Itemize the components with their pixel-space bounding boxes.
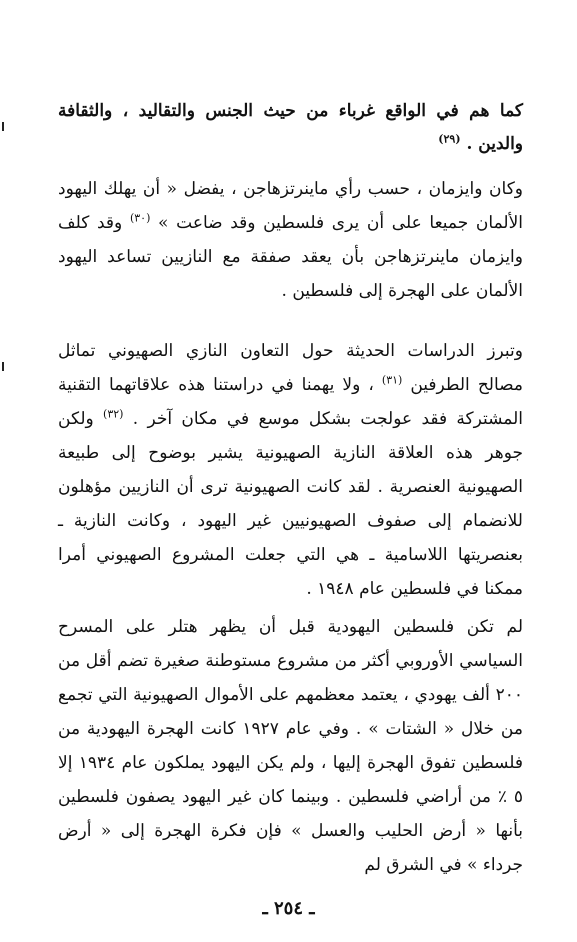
footnote-marker: (٢٩) [438,132,461,146]
scan-edge-mark [2,122,4,131]
footnote-marker: (٣٠) [129,211,151,225]
paragraph-text-after: وقد كلف وايزمان ماينرتزهاجن بأن يعقد صفقة مع النازيين تساعد اليهود الألمان على الهجرة إلى فلسطين . [58,213,523,301]
paragraph-jewish-palestine [58,610,523,882]
paragraph-continuation [58,95,523,161]
paragraph-weizmann [58,172,523,308]
paragraph-text: وكان وايزمان ، حسب رأي ماينرتزهاجن ، يفضل « أن يهلك اليهود الألمان جميعا على أن يرى فلسطين وقد ضاعت » [58,179,523,233]
paragraph-text-after: ولكن جوهر هذه العلاقة النازية الصهيونية يشير بوضوح إلى طبيعة الصهيونية العنصرية . لقد كانت الصهيونية ترى أن النازيين مؤهلون للانضمام إلى صفوف الصهيونيين غير اليهود ، وكانت النازية ـ بعنصريتها اللاسامية ـ هي التي جعلت المشروع الصهيوني أمرا ممكنا في فلسطين عام ١٩٤٨ . [58,409,523,599]
paragraph-text: لم تكن فلسطين اليهودية قبل أن يظهر هتلر على المسرح السياسي الأوروبي أكثر من مشروع مستوطنة صغيرة تضم أقل من ٢٠٠ ألف يهودي ، يعتمد معظمهم على الأموال الصهيونية التي تجمع من خلال « الشتات » . وفي عام ١٩٢٧ كانت الهجرة اليهودية من فلسطين تفوق الهجرة إليها ، ولم يكن اليهود يملكون عام ١٩٣٤ إلا ٥ ٪ من أراضي فلسطين . وبينما كان غير اليهود يصفون فلسطين بأنها « أرض الحليب والعسل » فإن فكرة الهجرة إلى « أرض جرداء » في الشرق لم [58,617,523,875]
page-number: ـ ٢٥٤ ـ [262,898,315,919]
scan-edge-mark [2,362,4,371]
paragraph-cooperation [58,334,523,606]
footnote-marker: (٣١) [381,373,403,387]
paragraph-text: كما هم في الواقع غرباء من حيث الجنس والتقاليد ، والثقافة والدين . [58,101,523,154]
footnote-marker: (٣٢) [103,407,124,421]
paragraph-text-middle: ، ولا يهمنا في دراستنا هذه علاقاتهما التقنية المشتركة فقد عولجت بشكل موسع في مكان آخر . [58,375,524,429]
paragraph-text: وتبرز الدراسات الحديثة حول التعاون النازي الصهيوني تماثل مصالح الطرفين [58,341,524,395]
